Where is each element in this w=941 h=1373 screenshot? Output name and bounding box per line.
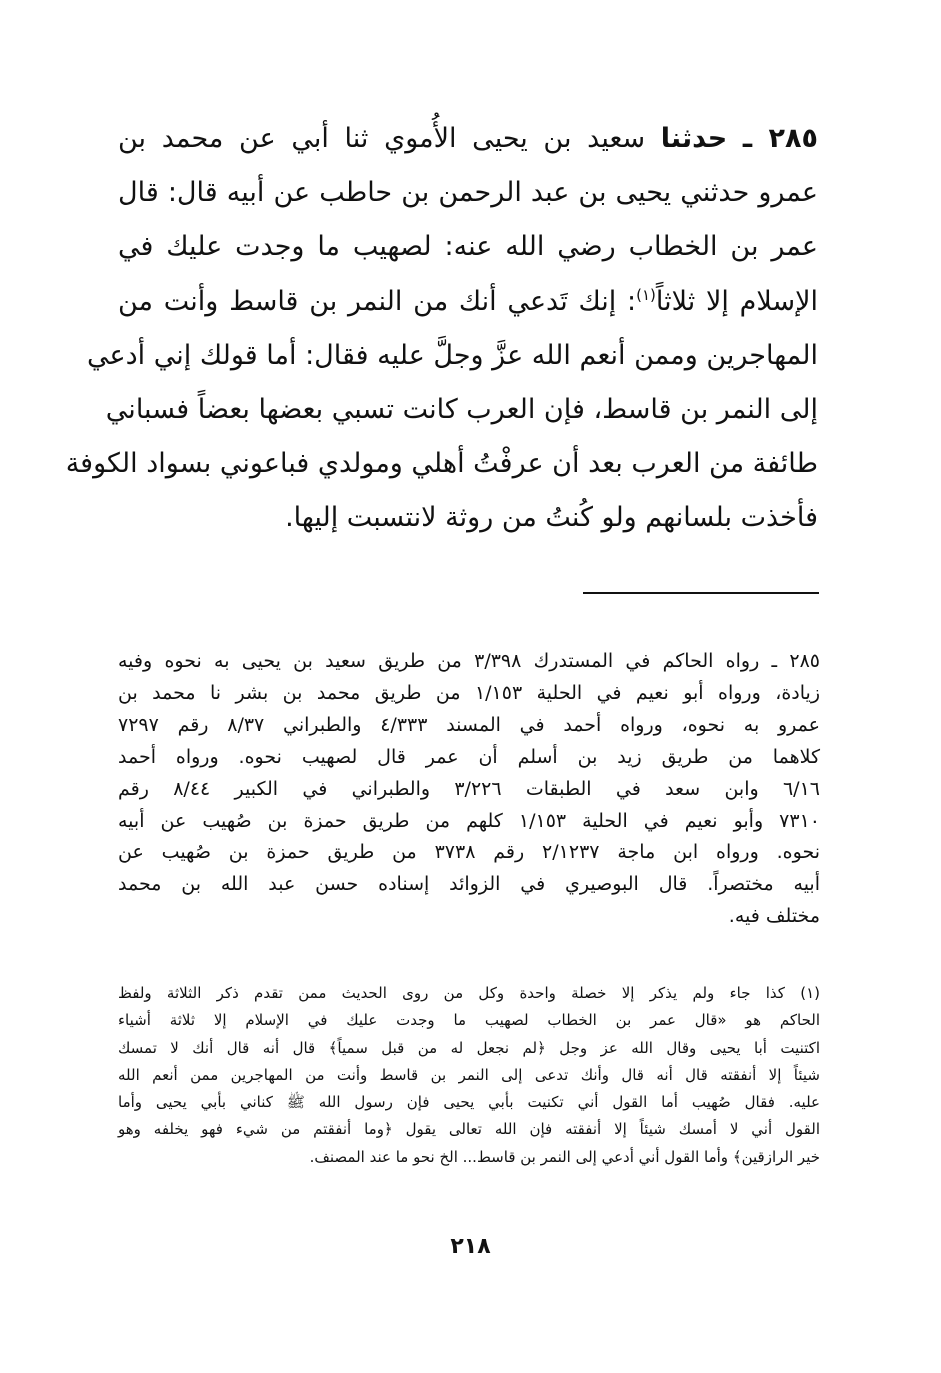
hadith-line-4-end: : إنك تَدعي أنك من النمر بن قاسط وأنت من	[118, 285, 637, 317]
footnote-line: عليه. فقال صُهيب أما القول أني تكنيت بأبي يحيى فإن رسول الله ﷺ كناني بأبي يحيى وأما	[118, 1093, 820, 1112]
hadith-line-2: عمرو حدثني يحيى بن عبد الرحمن بن حاطب عن أبيه قال: قال	[118, 177, 818, 209]
notes-line: ٢٨٥ ـ رواه الحاكم في المستدرك ٣/٣٩٨ من طريق سعيد بن يحيى به نحوه وفيه	[118, 650, 820, 672]
footnote-line: خير الرازقين﴾ وأما القول أني أدعي إلى النمر بن قاسط... الخ نحو ما عند المصنف.	[309, 1147, 820, 1166]
footnote-line: (١) كذا جاء ولم يذكر إلا خصلة واحدة وكل من روى الحديث ممن تقدم ذكر الثلاثة ولفظ	[118, 984, 820, 1002]
notes-line: عمرو به نحوه، ورواه أحمد في المسند ٤/٣٣٣ والطبراني ٨/٣٧ رقم ٧٢٩٧	[118, 713, 820, 736]
hadith-line-1	[118, 112, 818, 166]
hadith-line-4	[118, 275, 818, 329]
notes-line: مختلف فيه.	[728, 905, 820, 928]
notes-line: كلاهما من طريق زيد بن أسلم أن عمر قال لصهيب نحوه. ورواه أحمد	[118, 745, 820, 768]
separator-rule	[583, 592, 819, 594]
hadith-line-6: إلى النمر بن قاسط، فإن العرب كانت تسبي بعضها بعضاً فسباني	[105, 394, 818, 426]
notes-line: زيادة، ورواه أبو نعيم في الحلية ١/١٥٣ من طريق محمد بن بشر نا محمد بن	[118, 681, 820, 704]
takhrij-notes	[118, 646, 820, 933]
hadith-line-1-text: سعيد بن يحيى الأُموي ثنا أبي عن محمد بن	[118, 123, 646, 154]
notes-line: نحوه. ورواه ابن ماجة ٢/١٢٣٧ رقم ٣٧٣٨ من طريق حمزة بن صُهيب عن	[118, 841, 820, 864]
footnote-marker: (١)	[636, 285, 656, 304]
hadith-lead: حدثنا	[660, 123, 728, 154]
footnote-line: اكتنيت أبا يحيى وقال الله عز وجل ﴿لم نجعل له من قبل سمياً﴾ قال أنه قال أنك لا تمسك	[118, 1038, 820, 1057]
hadith-line-3: عمر بن الخطاب رضي الله عنه: لصهيب ما وجدت عليك في	[118, 231, 818, 263]
notes-line: أبيه مختصراً. قال البوصيري في الزوائد إسناده حسن عبد الله بن محمد	[118, 873, 820, 896]
hadith-text	[65, 112, 819, 546]
hadith-line-7: طائفة من العرب بعد أن عرفْتُ أهلي ومولدي فباعوني بسواد الكوفة	[65, 448, 818, 480]
hadith-line-8: فأخذت بلسانهم ولو كُنتُ من روثة لانتسبت إليها.	[285, 502, 818, 534]
page-number: ٢١٨	[450, 1234, 491, 1259]
footnote-block	[118, 980, 820, 1171]
hadith-line-4-start: الإسلام إلا ثلاثاً	[655, 285, 819, 317]
footnote-line: الحاكم هو «قال عمر بن الخطاب لصهيب ما وجدت عليك في الإسلام إلا ثلاثة أشياء	[118, 1011, 820, 1030]
notes-line: ٧٣١٠ وأبو نعيم في الحلية ١/١٥٣ كلهم من طريق حمزة بن صُهيب عن أبيه	[118, 809, 820, 832]
footnote-line: القول أني لا أمسك شيئاً إلا أنفقته فإن الله تعالى يقول ﴿وما أنفقتم من شيء فهو يخلفه وهو	[118, 1120, 820, 1139]
footnote-line: شيئاً إلا أنفقته قال أنه قال وأنك تدعى إلى النمر بن قاسط وأنت من المهاجرين ممن أنعم الله	[118, 1065, 820, 1084]
hadith-number: ٢٨٥ ـ	[742, 123, 818, 154]
hadith-line-5: المهاجرين وممن أنعم الله عزَّ وجلَّ عليه فقال: أما قولك إني أدعي	[87, 339, 818, 371]
notes-line: ٦/١٦ وابن سعد في الطبقات ٣/٢٢٦ والطبراني في الكبير ٨/٤٤ رقم	[118, 777, 820, 800]
